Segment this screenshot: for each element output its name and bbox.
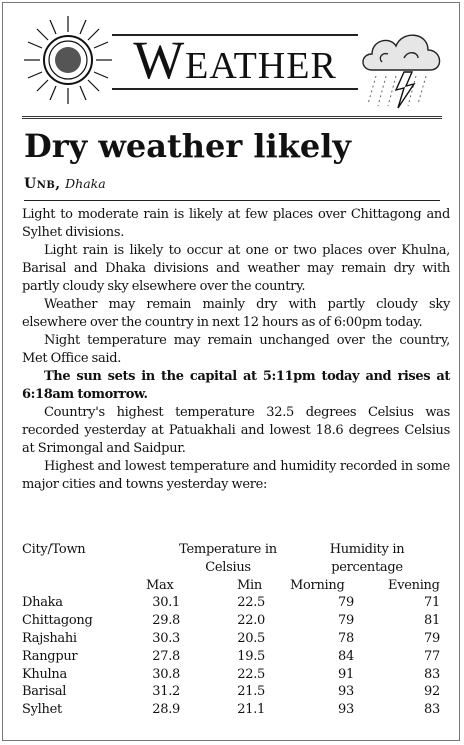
headline: Dry weather likely xyxy=(24,127,351,165)
table-row xyxy=(22,612,450,630)
row-min: 20.5 xyxy=(237,630,265,646)
header-temperature-unit: Celsius xyxy=(205,559,251,575)
banner-rule xyxy=(22,116,442,119)
header-city: City/Town xyxy=(22,542,86,557)
row-morning: 91 xyxy=(338,666,354,682)
paragraph-sun-times: The sun sets in the capital at 5:11pm today and rises at 6:18am tomorrow. xyxy=(22,369,450,402)
row-city: Dhaka xyxy=(22,595,63,611)
storm-cloud-icon xyxy=(354,18,450,114)
row-min: 21.5 xyxy=(237,684,265,700)
row-min: 22.5 xyxy=(237,666,265,682)
table-rows xyxy=(22,594,450,719)
row-max: 27.8 xyxy=(152,648,180,664)
header-morning: Morning xyxy=(290,577,345,593)
row-min: 22.5 xyxy=(237,595,265,611)
row-max: 29.8 xyxy=(152,613,180,629)
byline-place: Dhaka xyxy=(65,176,106,191)
table-subheader-row xyxy=(22,577,450,595)
row-min: 21.1 xyxy=(237,702,265,718)
row-city: Sylhet xyxy=(22,702,62,718)
row-city: Chittagong xyxy=(22,613,93,629)
table-header-row xyxy=(22,559,450,577)
header-min: Min xyxy=(237,577,262,593)
header-humidity-unit: percentage xyxy=(331,559,403,575)
weather-banner xyxy=(0,0,464,118)
header-max: Max xyxy=(146,577,174,593)
weather-wordmark: Weather xyxy=(133,30,337,90)
paragraph: Light rain is likely to occur at one or two places over Khulna, Barisal and Dhaka divisions and weather may remain dry with partly cloudy sky elsewhere over the country. xyxy=(22,243,450,294)
row-morning: 93 xyxy=(338,702,354,718)
row-max: 30.8 xyxy=(152,666,180,682)
table-row xyxy=(22,666,450,684)
header-humidity: Humidity in xyxy=(329,542,405,557)
byline-rule xyxy=(24,200,440,201)
row-city: Rangpur xyxy=(22,648,78,664)
row-morning: 84 xyxy=(338,648,354,664)
wordmark-rule-bottom xyxy=(112,88,358,90)
row-min: 22.0 xyxy=(237,613,265,629)
row-morning: 78 xyxy=(338,630,354,646)
row-evening: 77 xyxy=(424,648,440,664)
header-evening: Evening xyxy=(388,577,440,593)
byline-agency: Unb, xyxy=(24,176,61,192)
row-min: 19.5 xyxy=(237,648,265,664)
row-evening: 92 xyxy=(424,684,440,700)
row-city: Barisal xyxy=(22,684,67,700)
row-morning: 79 xyxy=(338,595,354,611)
paragraph: Highest and lowest temperature and humidity recorded in some major cities and towns yesterday were: xyxy=(22,459,450,492)
paragraph: Weather may remain mainly dry with partly cloudy sky elsewhere over the country in next 12 hours as of 6:00pm today. xyxy=(22,297,450,330)
table-row xyxy=(22,630,450,648)
byline xyxy=(24,174,106,194)
row-max: 28.9 xyxy=(152,702,180,718)
paragraph: Night temperature may remain unchanged over the country, Met Office said. xyxy=(22,333,450,366)
table-header-row xyxy=(22,541,450,559)
row-max: 30.3 xyxy=(152,630,180,646)
row-morning: 79 xyxy=(338,613,354,629)
weather-table xyxy=(22,541,450,719)
paragraph: Country's highest temperature 32.5 degrees Celsius was recorded yesterday at Patuakhali and lowest 18.6 degrees Celsius at Srimongal and Saidpur. xyxy=(22,405,450,456)
row-evening: 79 xyxy=(424,630,440,646)
paragraph: Light to moderate rain is likely at few places over Chittagong and Sylhet divisions. xyxy=(22,207,450,240)
table-row xyxy=(22,594,450,612)
row-morning: 93 xyxy=(338,684,354,700)
row-city: Rajshahi xyxy=(22,630,77,646)
table-row xyxy=(22,648,450,666)
article-body xyxy=(22,206,450,494)
table-row xyxy=(22,701,450,719)
row-max: 30.1 xyxy=(152,595,180,611)
row-max: 31.2 xyxy=(152,684,180,700)
header-temperature: Temperature in xyxy=(179,542,277,557)
row-evening: 83 xyxy=(424,702,440,718)
row-city: Khulna xyxy=(22,666,67,682)
sun-icon xyxy=(20,12,116,108)
row-evening: 83 xyxy=(424,666,440,682)
row-evening: 71 xyxy=(424,595,440,611)
table-row xyxy=(22,683,450,701)
row-evening: 81 xyxy=(424,613,440,629)
